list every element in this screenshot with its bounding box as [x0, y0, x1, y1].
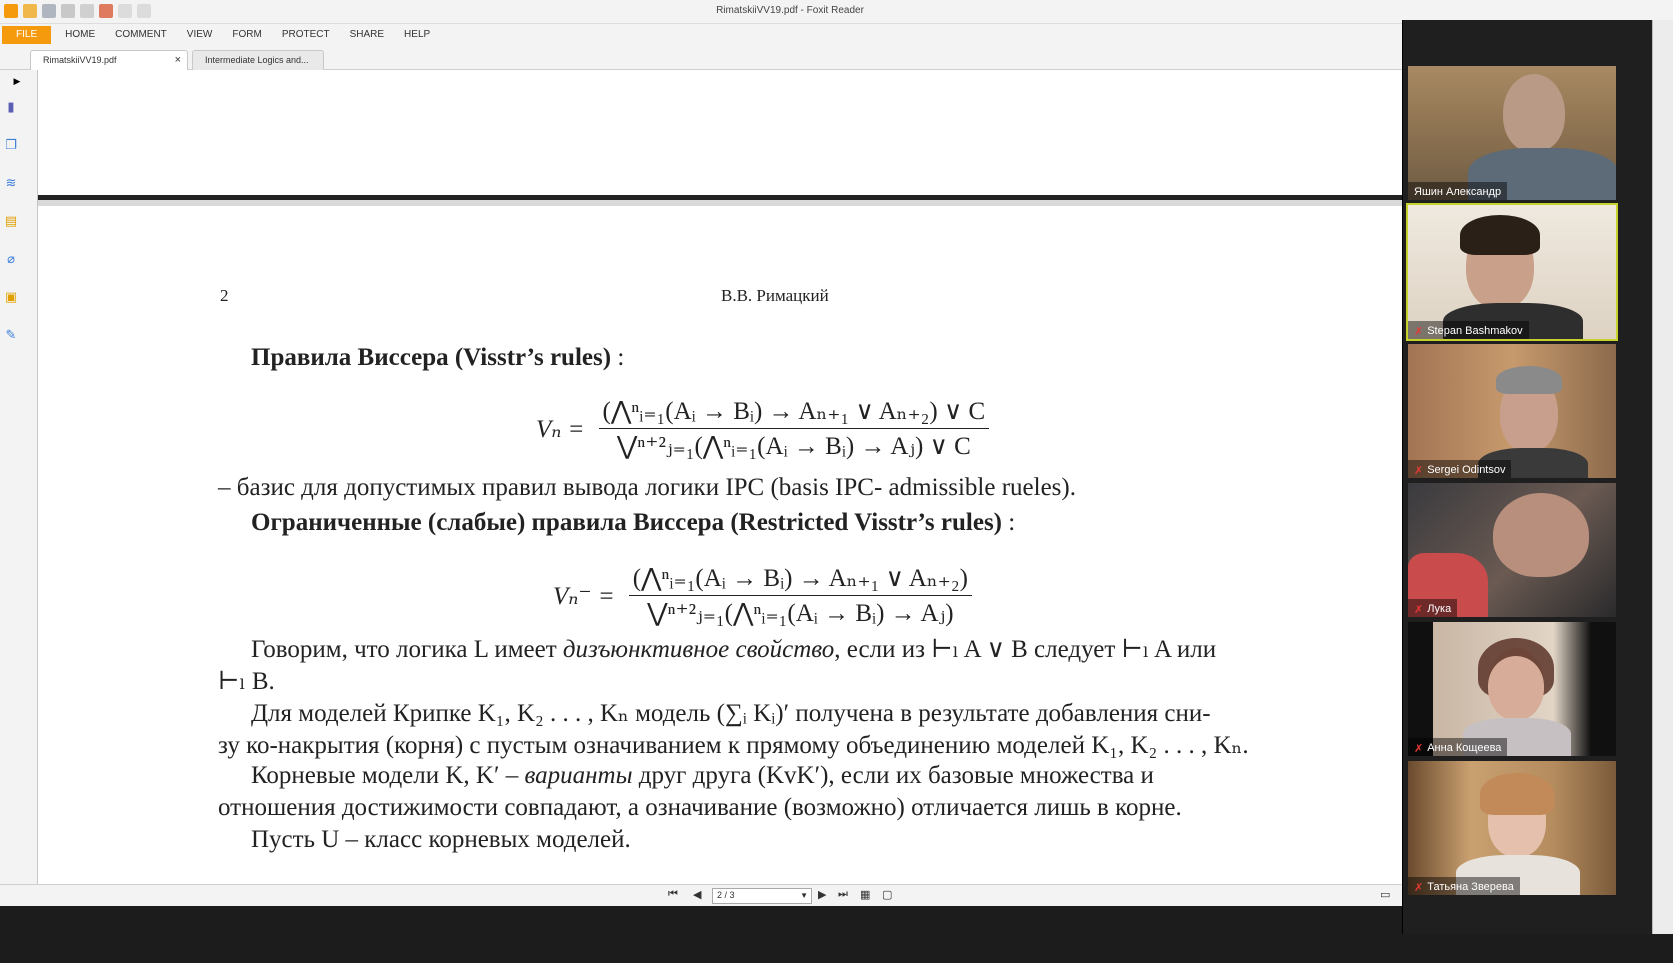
document-view[interactable]	[38, 70, 1402, 884]
menu-protect[interactable]: PROTECT	[281, 29, 330, 40]
paragraph-variants-cont: отношения достижимости совпадают, а означивание (возможно) отличается лишь в корне.	[218, 794, 1182, 821]
participant-tile[interactable]	[1408, 344, 1616, 478]
menu-share[interactable]: SHARE	[349, 29, 385, 40]
visser-rule-formula	[536, 396, 989, 461]
navigation-sidebar	[0, 70, 38, 884]
restricted-title: Ограниченные (слабые) правила Виссера (Restricted Visstr’s rules) :	[251, 509, 1016, 536]
participant-tile[interactable]	[1408, 66, 1616, 200]
tab-label: Intermediate Logics and...	[205, 55, 309, 65]
running-header: В.В. Римацкий	[721, 286, 829, 305]
previous-view-icon[interactable]: ▦	[860, 889, 871, 901]
menu-file[interactable]: FILE	[2, 26, 51, 44]
tab-intermediate-logics[interactable]	[192, 50, 324, 70]
mic-muted-icon: ✗	[1414, 325, 1424, 338]
mic-muted-icon: ✗	[1414, 881, 1424, 894]
mic-muted-icon: ✗	[1414, 742, 1424, 755]
window-title: RimatskiiVV19.pdf - Foxit Reader	[716, 5, 864, 16]
participant-name: ✗ Анна Кощеева	[1408, 738, 1507, 756]
menu-view[interactable]: VIEW	[186, 29, 213, 40]
vnm-numerator: (⋀ⁿᵢ₌₁(Aᵢ → Bᵢ) → Aₙ₊₁ ∨ Aₙ₊₂)	[629, 563, 972, 596]
paragraph-class-u: Пусть U – класс корневых моделей.	[251, 826, 631, 853]
next-view-icon[interactable]: ▢	[882, 889, 893, 901]
first-page-icon[interactable]: ⏮	[668, 888, 678, 900]
chevron-down-icon: ▼	[800, 891, 808, 900]
paragraph-disjunctive: Говорим, что логика L имеет дизъюнктивное свойство, если из ⊢ₗ A ∨ B следует ⊢ₗ A или	[251, 636, 1217, 663]
pdf-page-2	[38, 206, 1402, 884]
expand-arrow-icon[interactable]: ▶	[13, 76, 21, 86]
tab-rimatskii[interactable]	[30, 50, 188, 70]
paragraph-kripke-cont: зу ко-накрытия (корня) с пустым означиванием к прямому объединению моделей K₁, K₂ . . . , Kₙ.	[218, 732, 1249, 759]
vnm-lhs: Vₙ⁻ =	[553, 582, 615, 610]
close-icon[interactable]: ×	[174, 54, 181, 66]
page-number-select[interactable]: 2 / 3 ▼	[712, 888, 812, 904]
vnm-denominator: ⋁ⁿ⁺²ⱼ₌₁(⋀ⁿᵢ₌₁(Aᵢ → Bᵢ) → Aⱼ)	[647, 600, 954, 627]
mic-muted-icon: ✗	[1414, 603, 1424, 616]
status-bar	[0, 884, 1402, 906]
menu-form[interactable]: FORM	[232, 29, 262, 40]
paragraph-disjunctive-end: ⊢ₗ B.	[218, 668, 275, 695]
signature-icon[interactable]: ✎	[5, 327, 17, 342]
menu-help[interactable]: HELP	[404, 29, 431, 40]
vn-denominator: ⋁ⁿ⁺²ⱼ₌₁(⋀ⁿᵢ₌₁(Aᵢ → Bᵢ) → Aⱼ) ∨ C	[616, 433, 971, 460]
vn-lhs: Vₙ =	[536, 415, 585, 443]
participant-name: ✗ Stepan Bashmakov	[1408, 321, 1529, 339]
comments-icon[interactable]: ▤	[4, 213, 18, 228]
menu-comment[interactable]: COMMENT	[115, 29, 167, 40]
next-page-icon[interactable]: ▶	[818, 889, 827, 901]
menu-home[interactable]: HOME	[65, 29, 96, 40]
bookmark-icon[interactable]: ▮	[7, 99, 15, 114]
tab-label: RimatskiiVV19.pdf	[43, 55, 117, 65]
last-page-icon[interactable]: ⏭	[838, 888, 848, 900]
participant-name: Яшин Александр	[1408, 182, 1507, 200]
pdf-page-1	[38, 70, 1402, 200]
participant-name: ✗ Лука	[1408, 599, 1457, 617]
participant-tile[interactable]	[1408, 761, 1616, 895]
participant-name: ✗ Sergei Odintsov	[1408, 460, 1511, 478]
background-app-strip	[1652, 20, 1673, 934]
layers-icon[interactable]: ≋	[5, 175, 17, 190]
visser-title: Правила Виссера (Visstr’s rules) :	[251, 344, 625, 371]
single-page-view-icon[interactable]: ▭	[1380, 889, 1391, 901]
pages-icon[interactable]: ❐	[5, 137, 17, 152]
mic-muted-icon: ✗	[1414, 464, 1424, 477]
participant-tile[interactable]	[1408, 622, 1616, 756]
participant-name: ✗ Татьяна Зверева	[1408, 877, 1520, 895]
paragraph-kripke: Для моделей Крипке K₁, K₂ . . . , Kₙ модель (∑ᵢ Kᵢ)′ получена в результате добавления сни-	[251, 700, 1211, 727]
participant-tile[interactable]	[1408, 483, 1616, 617]
prev-page-icon[interactable]: ◀	[693, 889, 702, 901]
video-gallery-panel	[1402, 20, 1652, 934]
paragraph-variants: Корневые модели K, K′ – варианты друг друга (KvK′), если их базовые множества и	[251, 762, 1154, 789]
basis-line: – базис для допустимых правил вывода логики IPC (basis IPC- admissible rueles).	[218, 474, 1076, 501]
lock-icon[interactable]: ▣	[4, 289, 18, 304]
attachment-icon[interactable]: ⌀	[7, 251, 15, 266]
taskbar-area	[0, 934, 1673, 963]
vn-numerator: (⋀ⁿᵢ₌₁(Aᵢ → Bᵢ) → Aₙ₊₁ ∨ Aₙ₊₂) ∨ C	[599, 396, 990, 429]
participant-tile-active-speaker[interactable]	[1408, 205, 1616, 339]
page-number: 2	[220, 286, 229, 305]
restricted-rule-formula	[553, 563, 972, 628]
